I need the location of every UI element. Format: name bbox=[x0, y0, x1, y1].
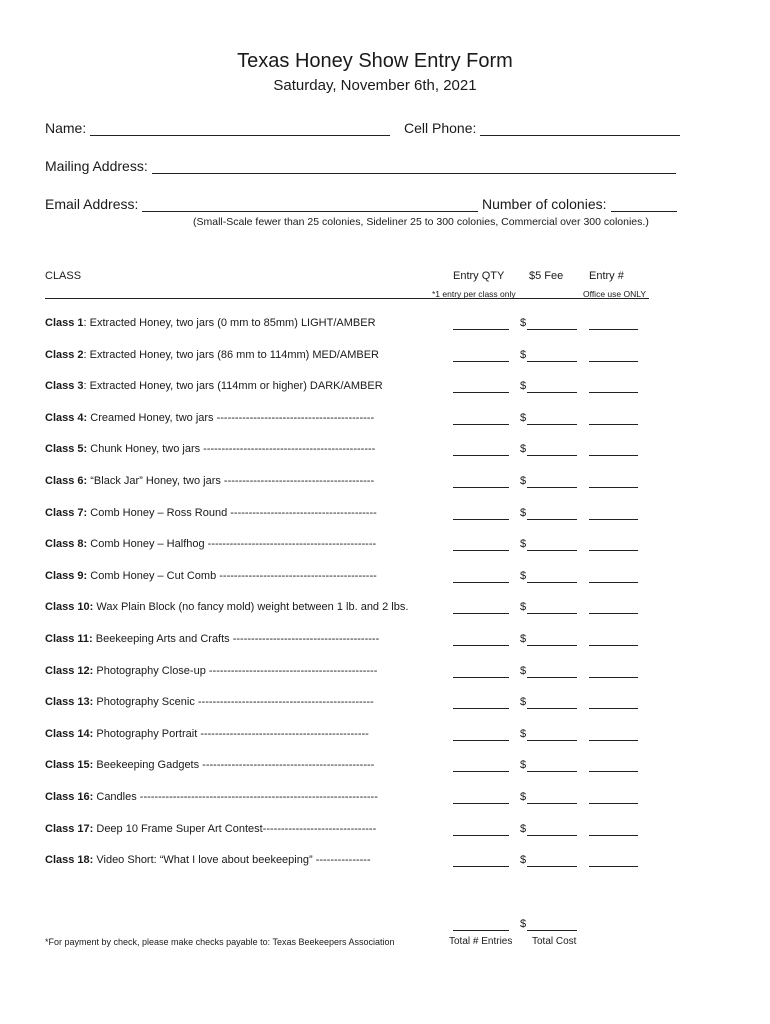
class-label: Class 14: bbox=[45, 728, 94, 740]
entry-number-line[interactable] bbox=[589, 570, 638, 583]
mailing-address-label: Mailing Address: bbox=[45, 158, 148, 174]
class-description: : Extracted Honey, two jars (0 mm to 85mm) LIGHT/AMBER bbox=[83, 317, 376, 329]
entry-qty-line[interactable] bbox=[453, 696, 509, 709]
fee-currency: $ bbox=[520, 570, 527, 582]
fee-currency: $ bbox=[520, 791, 527, 803]
class-label: Class 16: bbox=[45, 791, 94, 803]
entry-number-line[interactable] bbox=[589, 728, 638, 741]
class-description: Comb Honey – Ross Round ---------------------------------------- bbox=[87, 507, 377, 519]
class-description: Creamed Honey, two jars ------------------------------------------- bbox=[87, 412, 375, 424]
entry-qty-line[interactable] bbox=[453, 854, 509, 867]
class-description: Photography Scenic ------------------------------------------------ bbox=[93, 696, 374, 708]
class-row bbox=[45, 696, 374, 708]
class-label: Class 1 bbox=[45, 317, 84, 329]
entry-qty-line[interactable] bbox=[453, 475, 509, 488]
entry-qty-line[interactable] bbox=[453, 538, 509, 551]
class-description: Comb Honey – Cut Comb ------------------------------------------- bbox=[87, 570, 377, 582]
fee-line[interactable] bbox=[527, 507, 577, 520]
class-row bbox=[45, 759, 374, 771]
class-description: : Extracted Honey, two jars (114mm or higher) DARK/AMBER bbox=[83, 380, 383, 392]
class-row bbox=[45, 823, 376, 835]
entry-number-line[interactable] bbox=[589, 633, 638, 646]
colonies-field[interactable] bbox=[482, 196, 677, 212]
class-label: Class 6: bbox=[45, 475, 88, 487]
class-row bbox=[45, 349, 379, 361]
entry-number-line[interactable] bbox=[589, 380, 638, 393]
entry-qty-line[interactable] bbox=[453, 665, 509, 678]
class-label: Class 17: bbox=[45, 823, 94, 835]
fee-currency: $ bbox=[520, 823, 527, 835]
class-label: Class 2 bbox=[45, 349, 84, 361]
total-cost-label: Total Cost bbox=[532, 936, 577, 947]
entry-qty-line[interactable] bbox=[453, 633, 509, 646]
cell-phone-field[interactable] bbox=[404, 120, 680, 136]
entry-qty-line[interactable] bbox=[453, 317, 509, 330]
name-input-line[interactable] bbox=[90, 121, 390, 136]
colonies-input-line[interactable] bbox=[611, 197, 677, 212]
class-label: Class 8: bbox=[45, 538, 88, 550]
fee-currency: $ bbox=[520, 538, 527, 550]
entry-number-line[interactable] bbox=[589, 317, 638, 330]
class-label: Class 3 bbox=[45, 380, 84, 392]
fee-line[interactable] bbox=[527, 475, 577, 488]
email-label: Email Address: bbox=[45, 196, 139, 212]
fee-currency: $ bbox=[520, 633, 527, 645]
entry-number-line[interactable] bbox=[589, 475, 638, 488]
fee-currency: $ bbox=[520, 317, 527, 329]
cell-phone-input-line[interactable] bbox=[480, 121, 680, 136]
fee-currency: $ bbox=[520, 475, 527, 487]
qty-column-header: Entry QTY bbox=[453, 270, 505, 282]
entry-number-line[interactable] bbox=[589, 443, 638, 456]
entry-number-line[interactable] bbox=[589, 791, 638, 804]
class-label: Class 5: bbox=[45, 443, 88, 455]
class-description: Candles ----------------------------------------------------------------- bbox=[93, 791, 378, 803]
class-row bbox=[45, 475, 374, 487]
class-label: Class 4: bbox=[45, 412, 88, 424]
fee-line[interactable] bbox=[527, 665, 577, 678]
class-description: Beekeeping Arts and Crafts ---------------------------------------- bbox=[92, 633, 380, 645]
class-label: Class 12: bbox=[45, 665, 94, 677]
entry-qty-line[interactable] bbox=[453, 380, 509, 393]
total-cost-currency: $ bbox=[520, 918, 527, 930]
form-title: Texas Honey Show Entry Form bbox=[237, 50, 513, 72]
fee-currency: $ bbox=[520, 443, 527, 455]
fee-currency: $ bbox=[520, 696, 527, 708]
entry-number-line[interactable] bbox=[589, 696, 638, 709]
entry-number-line[interactable] bbox=[589, 823, 638, 836]
header-divider bbox=[45, 298, 649, 299]
class-label: Class 15: bbox=[45, 759, 94, 771]
fee-line[interactable] bbox=[527, 538, 577, 551]
name-field[interactable] bbox=[45, 120, 390, 136]
form-date: Saturday, November 6th, 2021 bbox=[273, 77, 477, 94]
entry-qty-line[interactable] bbox=[453, 570, 509, 583]
entry-qty-line[interactable] bbox=[453, 728, 509, 741]
fee-line[interactable] bbox=[527, 823, 577, 836]
fee-line[interactable] bbox=[527, 696, 577, 709]
class-column-header: CLASS bbox=[45, 270, 82, 282]
entry-qty-line[interactable] bbox=[453, 759, 509, 772]
class-description: Comb Honey – Halfhog ---------------------------------------------- bbox=[87, 538, 377, 550]
entry-qty-line[interactable] bbox=[453, 823, 509, 836]
class-label: Class 9: bbox=[45, 570, 88, 582]
class-row bbox=[45, 570, 377, 582]
total-cost-line[interactable] bbox=[527, 918, 577, 931]
fee-line[interactable] bbox=[527, 728, 577, 741]
name-label: Name: bbox=[45, 120, 87, 136]
class-row bbox=[45, 380, 383, 392]
entry-note: Office use ONLY bbox=[583, 289, 646, 299]
class-label: Class 13: bbox=[45, 696, 94, 708]
entry-qty-line[interactable] bbox=[453, 412, 509, 425]
fee-currency: $ bbox=[520, 349, 527, 361]
cell-phone-label: Cell Phone: bbox=[404, 120, 477, 136]
entry-number-line[interactable] bbox=[589, 507, 638, 520]
fee-line[interactable] bbox=[527, 854, 577, 867]
entry-qty-line[interactable] bbox=[453, 791, 509, 804]
class-description: : Extracted Honey, two jars (86 mm to 114mm) MED/AMBER bbox=[83, 349, 379, 361]
class-row bbox=[45, 791, 378, 803]
class-description: Deep 10 Frame Super Art Contest------------------------------- bbox=[93, 823, 377, 835]
entry-column-header: Entry # bbox=[589, 270, 624, 282]
class-description: “Black Jar” Honey, two jars ----------------------------------------- bbox=[87, 475, 375, 487]
fee-column-header: $5 Fee bbox=[529, 270, 564, 282]
total-entries-line[interactable] bbox=[453, 918, 509, 931]
fee-line[interactable] bbox=[527, 412, 577, 425]
payment-note: *For payment by check, please make checks payable to: Texas Beekeepers Association bbox=[45, 937, 395, 947]
class-row bbox=[45, 443, 375, 455]
entry-number-line[interactable] bbox=[589, 349, 638, 362]
entry-number-line[interactable] bbox=[589, 538, 638, 551]
email-input-line[interactable] bbox=[142, 197, 478, 212]
class-description: Photography Close-up ---------------------------------------------- bbox=[93, 665, 378, 677]
class-description: Chunk Honey, two jars ----------------------------------------------- bbox=[87, 443, 376, 455]
fee-currency: $ bbox=[520, 507, 527, 519]
fee-currency: $ bbox=[520, 728, 527, 740]
class-row bbox=[45, 633, 379, 645]
qty-note: *1 entry per class only bbox=[432, 289, 516, 299]
entry-qty-line[interactable] bbox=[453, 507, 509, 520]
class-row bbox=[45, 728, 369, 740]
class-description: Video Short: “What I love about beekeeping” --------------- bbox=[93, 854, 371, 866]
fee-line[interactable] bbox=[527, 791, 577, 804]
fee-currency: $ bbox=[520, 601, 527, 613]
entry-number-line[interactable] bbox=[589, 665, 638, 678]
entry-number-line[interactable] bbox=[589, 601, 638, 614]
class-row bbox=[45, 317, 376, 329]
fee-currency: $ bbox=[520, 759, 527, 771]
class-description: Beekeeping Gadgets ----------------------------------------------- bbox=[93, 759, 375, 771]
fee-line[interactable] bbox=[527, 317, 577, 330]
class-row bbox=[45, 854, 371, 866]
class-row bbox=[45, 507, 377, 519]
fee-currency: $ bbox=[520, 412, 527, 424]
total-entries-label: Total # Entries bbox=[449, 936, 513, 947]
email-field[interactable] bbox=[45, 196, 478, 212]
fee-line[interactable] bbox=[527, 601, 577, 614]
class-description: Photography Portrait ---------------------------------------------- bbox=[93, 728, 369, 740]
class-row bbox=[45, 665, 377, 677]
fee-currency: $ bbox=[520, 665, 527, 677]
fee-line[interactable] bbox=[527, 759, 577, 772]
class-row bbox=[45, 412, 374, 424]
class-row bbox=[45, 601, 408, 613]
fee-line[interactable] bbox=[527, 349, 577, 362]
colonies-note: (Small-Scale fewer than 25 colonies, Sideliner 25 to 300 colonies, Commercial over 300 colonies.) bbox=[193, 216, 649, 228]
entry-qty-line[interactable] bbox=[453, 443, 509, 456]
class-label: Class 7: bbox=[45, 507, 88, 519]
class-label: Class 18: bbox=[45, 854, 94, 866]
fee-line[interactable] bbox=[527, 380, 577, 393]
fee-line[interactable] bbox=[527, 443, 577, 456]
mailing-address-input-line[interactable] bbox=[152, 159, 676, 174]
class-label: Class 11: bbox=[45, 633, 93, 645]
class-label: Class 10: bbox=[45, 601, 94, 613]
colonies-label: Number of colonies: bbox=[482, 196, 607, 212]
fee-currency: $ bbox=[520, 854, 527, 866]
entry-number-line[interactable] bbox=[589, 854, 638, 867]
fee-line[interactable] bbox=[527, 633, 577, 646]
entry-qty-line[interactable] bbox=[453, 601, 509, 614]
fee-currency: $ bbox=[520, 380, 527, 392]
entry-number-line[interactable] bbox=[589, 412, 638, 425]
entry-number-line[interactable] bbox=[589, 759, 638, 772]
mailing-address-field[interactable] bbox=[45, 158, 676, 174]
class-description: Wax Plain Block (no fancy mold) weight between 1 lb. and 2 lbs. bbox=[93, 601, 409, 613]
class-row bbox=[45, 538, 376, 550]
fee-line[interactable] bbox=[527, 570, 577, 583]
entry-qty-line[interactable] bbox=[453, 349, 509, 362]
